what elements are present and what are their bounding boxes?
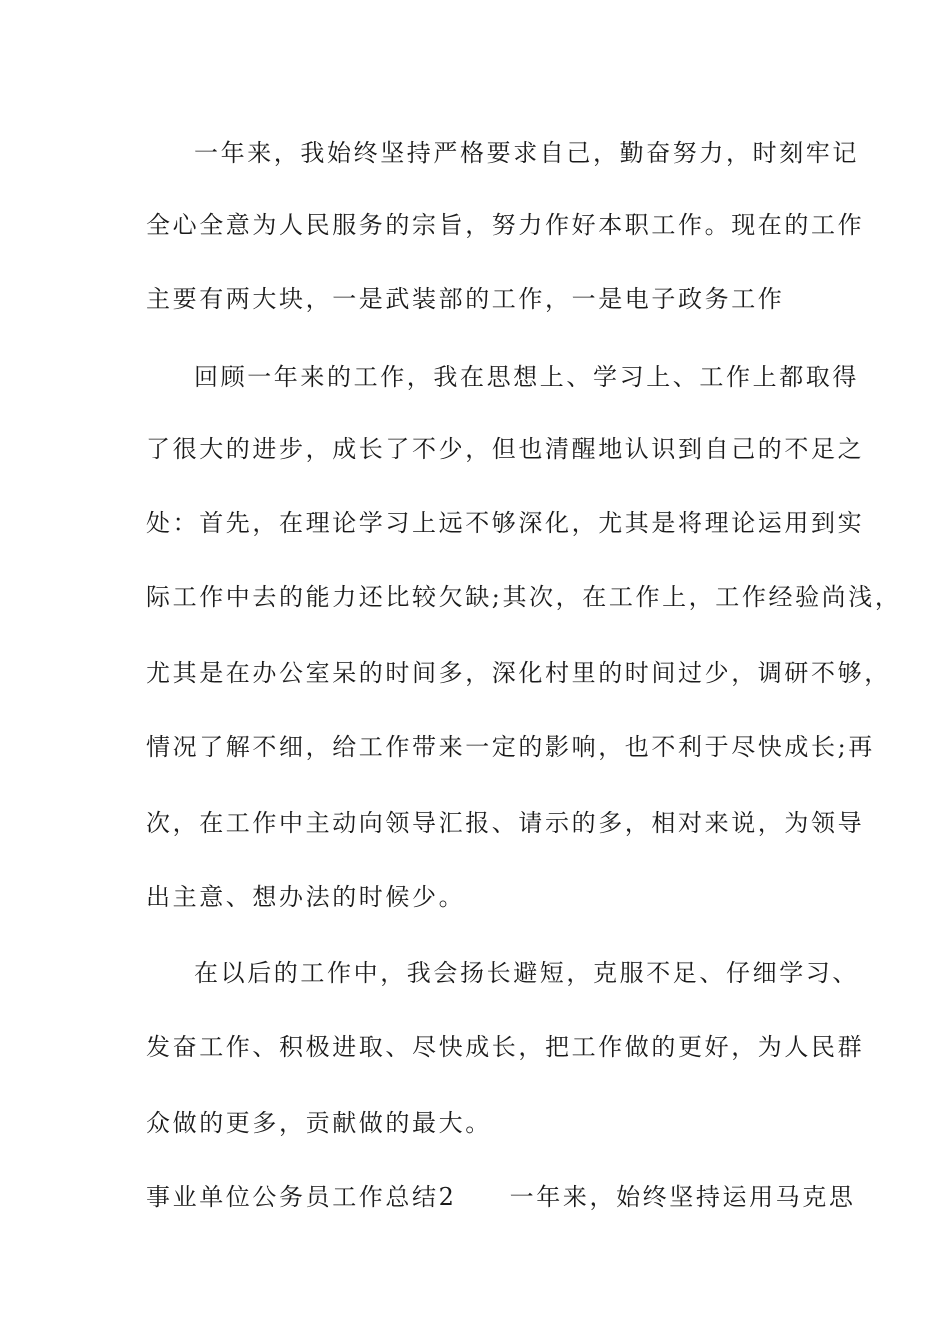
paragraph-2-line-1: 回顾一年来的工作，我在思想上、学习上、工作上都取得: [194, 363, 859, 391]
paragraph-1-line-1: 一年来，我始终坚持严格要求自己，勤奋努力，时刻牢记: [194, 139, 859, 167]
paragraph-2-line-8: 出主意、想办法的时候少。: [146, 883, 466, 911]
paragraph-2-line-6: 情况了解不细，给工作带来一定的影响，也不利于尽快成长;再: [146, 733, 875, 761]
paragraph-2-line-4: 际工作中去的能力还比较欠缺;其次，在工作上，工作经验尚浅，: [146, 583, 902, 611]
paragraph-2-line-5: 尤其是在办公室呆的时间多，深化村里的时间过少，调研不够，: [146, 659, 891, 687]
paragraph-3-line-3: 众做的更多，贡献做的最大。: [146, 1109, 492, 1137]
paragraph-2-line-7: 次，在工作中主动向领导汇报、请示的多，相对来说，为领导: [146, 809, 865, 837]
section-heading-line: 事业单位公务员工作总结2 一年来，始终坚持运用马克思: [146, 1183, 856, 1211]
paragraph-2-line-2: 了很大的进步，成长了不少，但也清醒地认识到自己的不足之: [146, 435, 865, 463]
paragraph-1-line-2: 全心全意为人民服务的宗旨，努力作好本职工作。现在的工作: [146, 211, 865, 239]
paragraph-3-line-2: 发奋工作、积极进取、尽快成长，把工作做的更好，为人民群: [146, 1033, 865, 1061]
paragraph-2-line-3: 处：首先，在理论学习上远不够深化，尤其是将理论运用到实: [146, 509, 865, 537]
paragraph-1-line-3: 主要有两大块，一是武装部的工作，一是电子政务工作: [146, 285, 785, 313]
paragraph-3-line-1: 在以后的工作中，我会扬长避短，克服不足、仔细学习、: [194, 959, 859, 987]
